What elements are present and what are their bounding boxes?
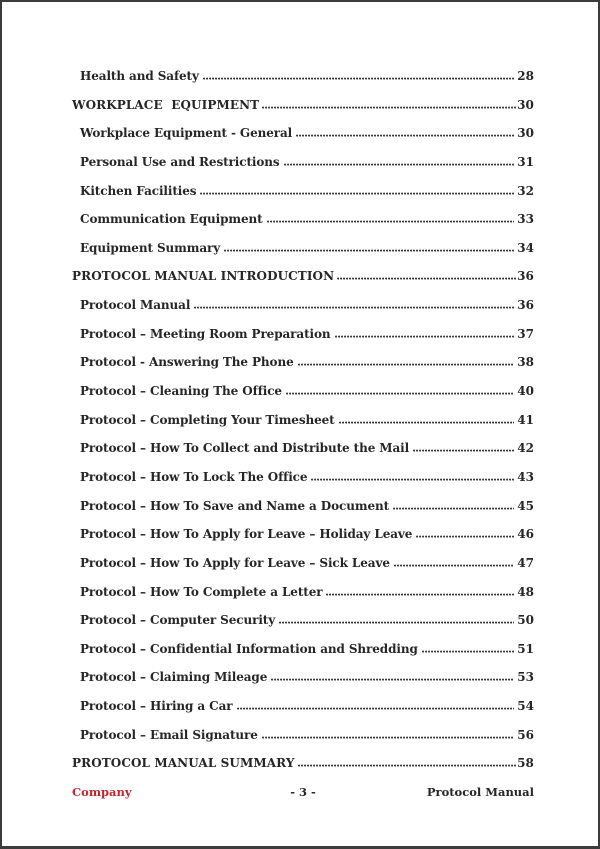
toc-entry-label: Protocol – Computer Security xyxy=(80,613,276,628)
toc-entry-label: Protocol – Completing Your Timesheet xyxy=(80,412,335,427)
toc-entry-label: Protocol – How To Collect and Distribute the Mail xyxy=(80,441,410,456)
toc-entry[interactable] xyxy=(72,171,534,200)
toc-page-number: 45 xyxy=(517,498,534,513)
toc-page-number: 30 xyxy=(517,126,534,141)
toc-entry-label: PROTOCOL MANUAL SUMMARY xyxy=(72,756,295,771)
toc-leader-dots xyxy=(279,621,514,624)
toc-entry-label: Protocol – Meeting Room Preparation xyxy=(80,326,331,341)
toc-page-number: 41 xyxy=(517,412,534,427)
toc-entry-label: Protocol - Answering The Phone xyxy=(80,355,294,370)
toc-leader-dots xyxy=(271,678,514,681)
toc-leader-dots xyxy=(267,220,515,223)
toc-entry[interactable] xyxy=(72,572,534,601)
toc-page-number: 47 xyxy=(517,555,534,570)
toc-entry[interactable] xyxy=(72,371,534,400)
toc-entry-label: Protocol – How To Complete a Letter xyxy=(80,584,323,599)
toc-page-number: 56 xyxy=(517,727,534,742)
toc-leader-dots xyxy=(311,478,514,481)
toc-entry-label: Personal Use and Restrictions xyxy=(80,154,280,169)
toc-leader-dots xyxy=(284,163,515,166)
toc-page-number: 46 xyxy=(517,527,534,542)
toc-leader-dots xyxy=(262,736,515,739)
toc-leader-dots xyxy=(200,192,514,195)
toc-entry[interactable] xyxy=(72,486,534,515)
toc-page-number: 51 xyxy=(517,641,534,656)
toc-page-number: 58 xyxy=(517,756,534,771)
toc-leader-dots xyxy=(416,535,514,538)
toc-entry-label: Protocol – How To Apply for Leave – Holiday Leave xyxy=(80,527,413,542)
toc-page-number: 36 xyxy=(517,298,534,313)
toc-leader-dots xyxy=(326,593,514,596)
toc-entry-label: Kitchen Facilities xyxy=(80,183,197,198)
toc-entry-label: Protocol – How To Save and Name a Document xyxy=(80,498,390,513)
toc-entry[interactable] xyxy=(72,400,534,429)
toc-entry[interactable] xyxy=(72,514,534,543)
toc-leader-dots xyxy=(298,764,518,767)
table-of-contents xyxy=(72,56,534,772)
toc-page-number: 50 xyxy=(517,613,534,628)
toc-entry-label: Protocol – Cleaning The Office xyxy=(80,384,282,399)
toc-entry-label: Protocol – How To Lock The Office xyxy=(80,469,308,484)
toc-leader-dots xyxy=(422,650,515,653)
toc-page-number: 34 xyxy=(517,240,534,255)
toc-entry[interactable] xyxy=(72,142,534,171)
toc-leader-dots xyxy=(296,134,514,137)
toc-entry-label: WORKPLACE EQUIPMENT xyxy=(72,97,260,112)
toc-leader-dots xyxy=(394,564,514,567)
toc-entry[interactable] xyxy=(72,457,534,486)
toc-entry[interactable] xyxy=(72,285,534,314)
toc-leader-dots xyxy=(298,363,515,366)
toc-leader-dots xyxy=(337,277,517,280)
toc-page-number: 36 xyxy=(517,269,534,284)
toc-leader-dots xyxy=(393,507,514,510)
toc-leader-dots xyxy=(224,249,514,252)
toc-entry-label: Protocol – Claiming Mileage xyxy=(80,670,268,685)
toc-entry[interactable] xyxy=(72,56,534,85)
toc-entry[interactable] xyxy=(72,342,534,371)
toc-entry[interactable] xyxy=(72,600,534,629)
toc-entry-label: Workplace Equipment - General xyxy=(80,126,293,141)
toc-entry[interactable] xyxy=(72,715,534,744)
page-footer xyxy=(72,772,534,801)
toc-entry[interactable] xyxy=(72,113,534,142)
toc-entry-label: Health and Safety xyxy=(80,69,199,83)
toc-leader-dots xyxy=(335,335,515,338)
toc-entry-label: Protocol – How To Apply for Leave – Sick Leave xyxy=(80,555,390,570)
toc-page-number: 42 xyxy=(517,441,534,456)
toc-page-number: 48 xyxy=(517,584,534,599)
toc-page-number: 30 xyxy=(517,97,534,112)
toc-entry[interactable] xyxy=(72,256,534,285)
toc-entry-label: Protocol Manual xyxy=(80,298,191,313)
toc-leader-dots xyxy=(203,77,514,80)
toc-leader-dots xyxy=(194,306,514,309)
toc-entry-label: Communication Equipment xyxy=(80,212,263,227)
toc-page-number: 43 xyxy=(517,469,534,484)
toc-page-number: 33 xyxy=(517,212,534,227)
toc-entry[interactable] xyxy=(72,629,534,658)
toc-leader-dots xyxy=(339,421,515,424)
toc-page-number: 37 xyxy=(517,326,534,341)
toc-page-number: 40 xyxy=(517,384,534,399)
toc-entry[interactable] xyxy=(72,314,534,343)
toc-leader-dots xyxy=(237,707,515,710)
toc-leader-dots xyxy=(413,449,514,452)
toc-leader-dots xyxy=(286,392,514,395)
footer-page-number: - 3 - xyxy=(290,785,316,799)
toc-entry[interactable] xyxy=(72,199,534,228)
toc-entry[interactable] xyxy=(72,543,534,572)
toc-entry-label: Equipment Summary xyxy=(80,240,221,255)
footer-company-label: Company xyxy=(72,785,132,799)
toc-leader-dots xyxy=(262,106,517,109)
toc-page-number: 28 xyxy=(517,69,534,83)
toc-entry-label: PROTOCOL MANUAL INTRODUCTION xyxy=(72,269,335,284)
toc-page-number: 53 xyxy=(517,670,534,685)
toc-entry-label: Protocol – Confidential Information and Shredding xyxy=(80,641,418,656)
toc-entry-label: Protocol – Email Signature xyxy=(80,727,258,742)
toc-page-number: 54 xyxy=(517,699,534,714)
toc-page-number: 38 xyxy=(517,355,534,370)
toc-entry[interactable] xyxy=(72,428,534,457)
toc-entry[interactable] xyxy=(72,85,534,114)
toc-entry[interactable] xyxy=(72,228,534,257)
toc-entry-label: Protocol – Hiring a Car xyxy=(80,699,233,714)
footer-document-title: Protocol Manual xyxy=(426,785,534,799)
toc-entry[interactable] xyxy=(72,743,534,772)
toc-entry[interactable] xyxy=(72,657,534,686)
toc-entry[interactable] xyxy=(72,686,534,715)
toc-page-number: 32 xyxy=(517,183,534,198)
toc-page-number: 31 xyxy=(517,154,534,169)
